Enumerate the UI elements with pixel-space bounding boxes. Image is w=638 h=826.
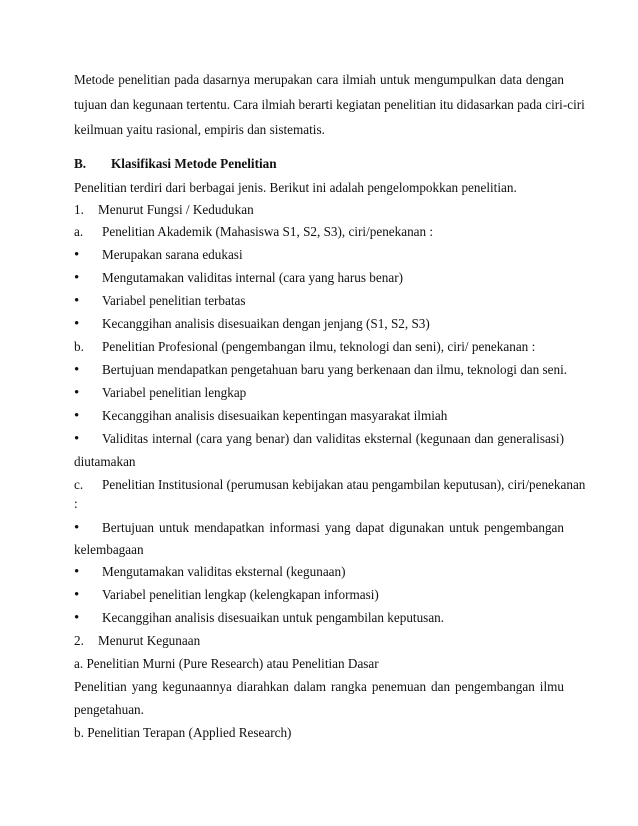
list-marker: 2. — [74, 633, 84, 648]
list-marker: b. — [74, 339, 84, 354]
bullet-text: Bertujuan mendapatkan pengetahuan baru yang berkenaan dan ilmu, teknologi dan seni. — [102, 362, 568, 377]
bullet-icon — [74, 520, 79, 536]
list-item-text: Menurut Fungsi / Kedudukan — [98, 202, 254, 217]
paragraph-line: Penelitian yang kegunaannya diarahkan dalam rangka penemuan dan pengembangan ilmu — [74, 679, 564, 694]
bullet-text-continuation: kelembagaan — [74, 542, 144, 557]
paragraph-line: pengetahuan. — [74, 702, 144, 717]
bullet-text: Mengutamakan validitas internal (cara yang harus benar) — [102, 270, 403, 285]
bullet-icon — [74, 431, 79, 447]
section-title: Klasifikasi Metode Penelitian — [111, 156, 277, 171]
bullet-text: Variabel penelitian terbatas — [102, 293, 246, 308]
list-marker: c. — [74, 477, 84, 492]
bullet-icon — [74, 587, 79, 603]
bullet-icon — [74, 247, 79, 263]
section-marker: B. — [74, 156, 87, 171]
bullet-icon — [74, 385, 79, 401]
bullet-text: Variabel penelitian lengkap (kelengkapan informasi) — [102, 587, 379, 602]
bullet-text: Variabel penelitian lengkap — [102, 385, 247, 400]
list-marker: 1. — [74, 202, 84, 217]
bullet-text: Merupakan sarana edukasi — [102, 247, 243, 262]
bullet-text: Validitas internal (cara yang benar) dan validitas eksternal (kegunaan dan generalisasi) — [102, 431, 564, 446]
lead-paragraph: Penelitian terdiri dari berbagai jenis. Berikut ini adalah pengelompokkan penelitian. — [74, 180, 517, 195]
list-item-text: Penelitian Institusional (perumusan kebijakan atau pengambilan keputusan), ciri/penekanan — [102, 477, 586, 492]
bullet-icon — [74, 293, 79, 309]
bullet-icon — [74, 362, 79, 378]
bullet-text-continuation: diutamakan — [74, 454, 136, 469]
subheading-pure-research: a. Penelitian Murni (Pure Research) atau Penelitian Dasar — [74, 656, 379, 671]
list-item-text: Menurut Kegunaan — [98, 633, 201, 648]
intro-line: keilmuan yaitu rasional, empiris dan sistematis. — [74, 122, 325, 137]
intro-line: Metode penelitian pada dasarnya merupakan cara ilmiah untuk mengumpulkan data dengan — [74, 72, 564, 87]
bullet-icon — [74, 610, 79, 626]
intro-line: tujuan dan kegunaan tertentu. Cara ilmiah berarti kegiatan penelitian itu didasarkan pada ciri-ciri — [74, 97, 585, 112]
bullet-text: Bertujuan untuk mendapatkan informasi yang dapat digunakan untuk pengembangan — [102, 520, 564, 535]
bullet-icon — [74, 408, 79, 424]
bullet-text: Mengutamakan validitas eksternal (kegunaan) — [102, 564, 346, 579]
bullet-icon — [74, 270, 79, 286]
bullet-icon — [74, 564, 79, 580]
bullet-text: Kecanggihan analisis disesuaikan dengan jenjang (S1, S2, S3) — [102, 316, 430, 331]
bullet-icon — [74, 316, 79, 332]
list-item-text: Penelitian Akademik (Mahasiswa S1, S2, S3), ciri/penekanan : — [102, 224, 434, 239]
bullet-text: Kecanggihan analisis disesuaikan kepentingan masyarakat ilmiah — [102, 408, 448, 423]
list-marker: a. — [74, 224, 84, 239]
bullet-text: Kecanggihan analisis disesuaikan untuk pengambilan keputusan. — [102, 610, 445, 625]
subheading-applied-research: b. Penelitian Terapan (Applied Research) — [74, 725, 292, 740]
list-item-text-continuation: : — [74, 496, 78, 511]
list-item-text: Penelitian Profesional (pengembangan ilmu, teknologi dan seni), ciri/ penekanan : — [102, 339, 536, 354]
